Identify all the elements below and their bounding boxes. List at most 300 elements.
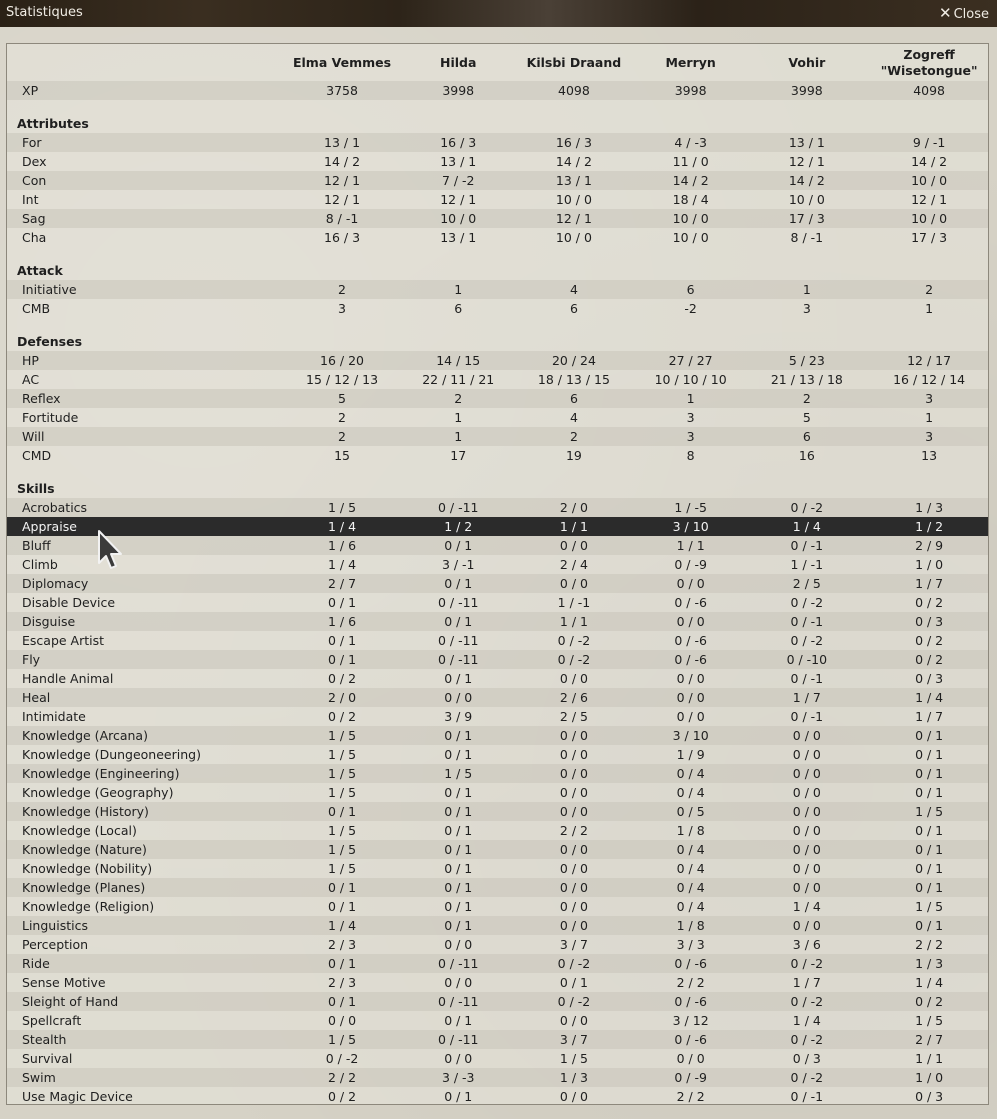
stat-row[interactable] [7,299,989,318]
stat-value: 2 / 3 [327,975,357,990]
stat-value: 3 [868,389,989,408]
section-title: Attack [17,263,63,278]
stat-row[interactable] [7,1049,989,1068]
stat-row[interactable] [7,1030,989,1049]
stat-value: 6 [454,301,463,316]
stat-label: Escape Artist [22,633,105,648]
stat-value: 0 / -6 [674,595,707,610]
stat-value: 0 / -6 [636,650,746,669]
stat-label: CMB [22,301,51,316]
stat-row[interactable] [7,745,989,764]
stat-value: 13 / 1 [745,133,868,152]
stat-label: CMD [22,448,52,463]
stat-value: 0 / 0 [676,709,705,724]
stat-value: 0 / 0 [512,916,636,935]
stat-value: 0 / 0 [636,612,746,631]
stat-value: 3 [868,427,989,446]
stat-value: 6 [512,389,636,408]
stat-value: 0 / 0 [512,536,636,555]
stat-row[interactable] [7,280,989,299]
section-header [7,261,989,280]
stat-value: 0 / 1 [444,671,473,686]
stat-label: Swim [7,1068,280,1087]
stat-label: Appraise [7,517,280,536]
stat-value: 0 / 1 [404,536,512,555]
spacer-cell [7,247,989,261]
stat-value: 21 / 13 / 18 [770,372,843,387]
stat-row[interactable] [7,536,989,555]
stat-value: 15 / 12 / 13 [306,372,379,387]
stat-value: 0 / 0 [636,688,746,707]
stat-value: 2 / 2 [915,937,944,952]
stat-value: 0 / 0 [745,916,868,935]
window-titlebar [0,0,997,27]
spacer-cell [7,465,989,479]
stat-value: 1 / -1 [790,557,824,572]
stat-value: 1 / -5 [636,498,746,517]
stat-row[interactable] [7,427,989,446]
stat-value: 1 / 3 [868,954,989,973]
stat-row[interactable] [7,650,989,669]
stat-value: 1 / 4 [792,899,821,914]
stat-row[interactable] [7,517,989,536]
stat-value: 1 / 4 [280,517,405,536]
stat-value: 1 / -1 [557,595,591,610]
stat-value: 3 [802,301,811,316]
stat-value: 16 / 3 [512,133,636,152]
stat-value: 2 / 7 [868,1030,989,1049]
stat-value: 1 / 4 [868,688,989,707]
stat-value: 0 / 1 [559,975,588,990]
stat-value: 0 / 0 [559,899,588,914]
stat-value: 0 / 2 [868,992,989,1011]
stat-label: Knowledge (Nobility) [22,861,153,876]
spacer-cell [7,100,989,114]
stat-row[interactable] [7,764,989,783]
stat-value: 1 / 0 [868,1068,989,1087]
stat-value: 1 [454,410,463,425]
stat-row[interactable] [7,209,989,228]
stat-value: 0 / 1 [868,840,989,859]
stat-value: 0 / 0 [559,1013,588,1028]
stat-value: 16 / 3 [404,133,512,152]
stat-value: 0 / -11 [404,992,512,1011]
section-header [7,114,989,133]
stat-label: Dex [22,154,47,169]
header-character-3 [636,44,746,81]
stat-value: 3 / 7 [512,1030,636,1049]
stat-label: Knowledge (History) [7,802,280,821]
stat-value: 8 / -1 [790,230,824,245]
header-row [7,44,989,81]
stat-label: Knowledge (Engineering) [7,764,280,783]
stat-value: 0 / 0 [792,861,821,876]
stat-row[interactable] [7,631,989,650]
stat-value: 6 [569,301,578,316]
header-character-name: Elma Vemmes [292,54,392,70]
stat-value: 0 / -1 [790,671,824,686]
stat-value: 17 [450,448,467,463]
stat-row[interactable] [7,878,989,897]
stat-value: 3 / 9 [444,709,473,724]
stat-value: 0 / 1 [444,899,473,914]
stat-value: 1 / 4 [915,975,944,990]
stat-value: 12 / 1 [911,192,948,207]
stat-value: 11 / 0 [672,154,709,169]
stat-value: 0 / -2 [745,1068,868,1087]
stat-value: 1 / 5 [280,726,405,745]
stat-value: 12 / 17 [868,351,989,370]
stat-value: 16 / 3 [324,230,361,245]
stat-row[interactable] [7,916,989,935]
stat-value: 0 / 2 [327,671,357,686]
spacer-row [7,247,989,261]
stat-value: 2 / 0 [512,498,636,517]
stat-value: 0 / -11 [404,1030,512,1049]
stat-label: Spellcraft [22,1013,82,1028]
stat-value: 0 / -1 [790,709,824,724]
stat-row[interactable] [7,669,989,688]
stat-value: 5 [280,389,405,408]
header-character-name: Zogreff [903,46,955,62]
stat-value: 18 / 4 [672,192,709,207]
stat-label: Knowledge (Arcana) [7,726,280,745]
stat-value: 10 / 0 [555,230,592,245]
stat-value: 17 / 3 [911,230,948,245]
stat-row[interactable] [7,859,989,878]
stat-value: 1 / 4 [280,916,405,935]
stat-value: 1 / 5 [327,823,357,838]
stat-value: 0 / -11 [437,595,479,610]
header-character-1 [404,44,512,81]
stat-value: 0 / 0 [559,785,588,800]
stat-row[interactable] [7,840,989,859]
stat-value: 1 / 1 [915,1051,944,1066]
stat-row[interactable] [7,389,989,408]
stat-value: 2 / 2 [559,823,588,838]
stat-label: Int [22,192,39,207]
stat-value: 0 / 0 [404,688,512,707]
stat-value: 0 / -11 [404,954,512,973]
stat-value: 0 / 1 [915,861,944,876]
stat-value: 13 / 1 [440,154,477,169]
stat-row[interactable] [7,707,989,726]
stat-value: 4 / -3 [636,133,746,152]
stat-value: 1 / 5 [404,764,512,783]
stat-row[interactable] [7,498,989,517]
stat-value: 3 [338,301,346,316]
stat-value: 3 / 3 [676,937,705,952]
stat-value: 2 / 2 [676,1089,705,1104]
stat-row[interactable] [7,802,989,821]
stat-value: 1 / 1 [636,536,746,555]
stat-value: 0 / 1 [404,802,512,821]
stat-label: Stealth [7,1030,280,1049]
stat-value: 1 [404,280,512,299]
stat-value: 0 / 1 [868,726,989,745]
stat-row[interactable] [7,190,989,209]
stat-value: 3 / 12 [672,1013,709,1028]
stat-row[interactable] [7,1011,989,1030]
stat-value: 1 [925,301,934,316]
header-character-2 [512,44,636,81]
stat-row[interactable] [7,973,989,992]
stat-value: 0 / 0 [444,937,473,952]
stat-value: 1 / 1 [512,612,636,631]
stat-value: 0 / 0 [676,1051,705,1066]
stat-value: 13 / 1 [440,230,477,245]
stat-value: 0 / 0 [745,764,868,783]
stat-value: 0 / 0 [745,726,868,745]
stat-row[interactable] [7,152,989,171]
stat-value: 1 / 5 [868,802,989,821]
stat-value: 0 / 1 [915,747,944,762]
stat-label: Knowledge (Geography) [22,785,174,800]
stat-value: 2 [338,410,346,425]
stat-value: 1 / 7 [792,975,821,990]
stat-value: 0 / 4 [636,764,746,783]
stat-value: 0 / 0 [512,574,636,593]
close-button[interactable] [939,4,989,22]
stat-value: 0 / 3 [868,612,989,631]
stat-value: 1 / 5 [327,785,357,800]
spacer-row [7,318,989,332]
stat-label: AC [22,372,40,387]
stat-row[interactable] [7,935,989,954]
stat-value: 1 / 3 [512,1068,636,1087]
stat-value: 0 / -2 [745,498,868,517]
stat-value: 0 / 0 [792,747,821,762]
stat-row[interactable] [7,1068,989,1087]
header-label-column [7,44,280,81]
stat-value: 0 / 0 [559,861,588,876]
stat-value: 0 / 2 [868,650,989,669]
stat-value: 16 [798,448,815,463]
stat-value: 0 / -9 [674,557,707,572]
header-character-0 [280,44,405,81]
stat-label: Sag [7,209,280,228]
stat-value: 0 / 2 [327,1089,357,1104]
stat-value: 1 / 5 [280,1030,405,1049]
stat-label: Knowledge (Nature) [7,840,280,859]
stat-value: 3 / 6 [792,937,821,952]
header-character-name: Merryn [665,54,716,70]
stat-value: 6 [636,280,746,299]
stat-value: 14 / 2 [636,171,746,190]
stat-value: 0 / 1 [404,878,512,897]
stat-value: 0 / 1 [444,823,473,838]
stat-value: 3 [636,427,746,446]
stat-value: 3758 [280,81,405,100]
stat-value: 2 / 2 [676,975,705,990]
stat-value: 14 / 2 [324,154,361,169]
stat-value: 0 / 1 [444,861,473,876]
stat-value: 0 / 1 [280,992,405,1011]
stat-label: Climb [22,557,58,572]
stat-value: 0 / 0 [327,1013,357,1028]
stat-row[interactable] [7,726,989,745]
stat-row[interactable] [7,821,989,840]
header-character-name: Vohir [788,54,826,70]
stat-value: 3 [686,410,695,425]
stat-label: Survival [22,1051,73,1066]
stat-value: 0 / 4 [676,899,705,914]
stat-value: 1 / 5 [915,1013,944,1028]
stat-value: 2 [512,427,636,446]
stat-value: 3998 [636,81,746,100]
stat-value: 0 / 1 [404,840,512,859]
stat-value: 1 / 7 [868,574,989,593]
stat-row[interactable] [7,351,989,370]
stat-value: 14 / 2 [911,154,948,169]
stat-row[interactable] [7,133,989,152]
stat-value: 22 / 11 / 21 [422,372,495,387]
stat-value: 1 [925,410,934,425]
stat-label: Fortitude [22,410,79,425]
stat-value: 1 / 8 [636,916,746,935]
stat-value: 0 / 0 [512,726,636,745]
stat-value: 0 / 1 [280,802,405,821]
stat-value: 1 / 2 [404,517,512,536]
stat-row[interactable] [7,612,989,631]
stat-value: 3 / 7 [559,937,588,952]
stat-value: 2 [745,389,868,408]
stat-value: 2 / 9 [868,536,989,555]
stat-value: 16 / 12 / 14 [893,372,966,387]
stat-value: 0 / 1 [868,916,989,935]
stat-value: 18 / 13 / 15 [537,372,610,387]
stat-value: 10 / 0 [868,209,989,228]
stat-value: 9 / -1 [868,133,989,152]
stat-value: 0 / 1 [280,954,405,973]
close-label: Close [953,7,989,22]
stat-value: 13 / 1 [280,133,405,152]
stat-value: 1 [745,280,868,299]
stat-value: 4 [512,280,636,299]
stat-value: 1 / 1 [512,517,636,536]
stat-value: 5 [802,410,811,425]
stat-label: Knowledge (Local) [22,823,137,838]
stat-row[interactable] [7,408,989,427]
stat-value: 0 / 1 [868,878,989,897]
stat-value: 13 [921,448,938,463]
stat-value: 0 / 1 [444,1013,473,1028]
stat-value: 0 / -2 [512,992,636,1011]
stat-value: 1 / 6 [280,612,405,631]
section-header [7,479,989,498]
stat-value: 1 / 5 [915,899,944,914]
stat-value: 0 / 0 [512,802,636,821]
stat-value: 1 / 7 [745,688,868,707]
stat-label: Will [7,427,280,446]
stat-row[interactable] [7,370,989,389]
stat-value: 0 / 4 [676,785,705,800]
stat-value: 12 / 1 [512,209,636,228]
stat-row[interactable] [7,783,989,802]
stat-value: 13 / 1 [512,171,636,190]
stat-row[interactable] [7,897,989,916]
stat-row[interactable] [7,992,989,1011]
stat-value: 0 / -2 [325,1051,359,1066]
statistics-table [7,44,989,1105]
stat-value: 10 / 0 [672,230,709,245]
stat-row[interactable] [7,688,989,707]
spacer-row [7,465,989,479]
stat-value: 0 / -6 [636,1030,746,1049]
stat-row[interactable] [7,593,989,612]
stat-value: 2 / 2 [280,1068,405,1087]
stat-label: Linguistics [7,916,280,935]
stat-value: 0 / 1 [280,650,405,669]
stat-value: 0 / 5 [636,802,746,821]
stat-label: Perception [22,937,89,952]
stat-value: 0 / 0 [745,840,868,859]
stat-row[interactable] [7,446,989,465]
stat-row[interactable] [7,1087,989,1105]
stat-row[interactable] [7,574,989,593]
stat-label: Diplomacy [7,574,280,593]
stat-value: 4098 [868,81,989,100]
stat-value: 0 / -6 [636,992,746,1011]
stat-value: 0 / 1 [327,595,357,610]
stat-row[interactable] [7,171,989,190]
stat-value: 3998 [745,81,868,100]
stat-value: 0 / 1 [444,785,473,800]
stat-value: 8 [686,448,695,463]
spacer-cell [7,318,989,332]
stat-label: Bluff [7,536,280,555]
stat-value: 0 / 3 [792,1051,821,1066]
stat-value: 0 / 1 [915,785,944,800]
stat-value: 0 / 1 [915,823,944,838]
stat-value: 0 / 1 [327,633,357,648]
stat-value: 0 / 1 [404,574,512,593]
stat-label: Con [7,171,280,190]
stat-value: 0 / 0 [512,878,636,897]
stat-value: 1 / 8 [676,823,705,838]
stat-row[interactable] [7,228,989,247]
stat-value: 1 / 3 [868,498,989,517]
stat-value: 3 / -1 [441,557,475,572]
stat-label: Use Magic Device [22,1089,133,1104]
stat-value: 0 / -2 [790,595,824,610]
stat-value: 12 / 1 [440,192,477,207]
stat-value: 2 / 5 [745,574,868,593]
stat-value: 0 / 1 [444,747,473,762]
stat-value: 3 / -3 [404,1068,512,1087]
stat-value: 0 / 0 [444,1051,473,1066]
stat-value: 0 / 0 [636,574,746,593]
stat-value: 0 / 0 [745,878,868,897]
header-character-name: Kilsbi Draand [526,54,622,70]
stat-value: 0 / -1 [745,536,868,555]
header-character-4 [745,44,868,81]
stat-value: 7 / -2 [404,171,512,190]
stat-value: 0 / -1 [745,612,868,631]
stat-row[interactable] [7,954,989,973]
stat-value: 0 / 0 [559,747,588,762]
stat-label: Initiative [7,280,280,299]
stat-label: Knowledge (Religion) [22,899,155,914]
stat-value: 0 / -1 [790,1089,824,1104]
stat-value: 1 / 5 [559,1051,588,1066]
stat-value: 10 / 0 [636,209,746,228]
stat-value: 2 / 0 [280,688,405,707]
stat-value: 0 / -10 [745,650,868,669]
stat-label: Knowledge (Dungeoneering) [22,747,201,762]
stat-row[interactable] [7,81,989,100]
stat-row[interactable] [7,555,989,574]
